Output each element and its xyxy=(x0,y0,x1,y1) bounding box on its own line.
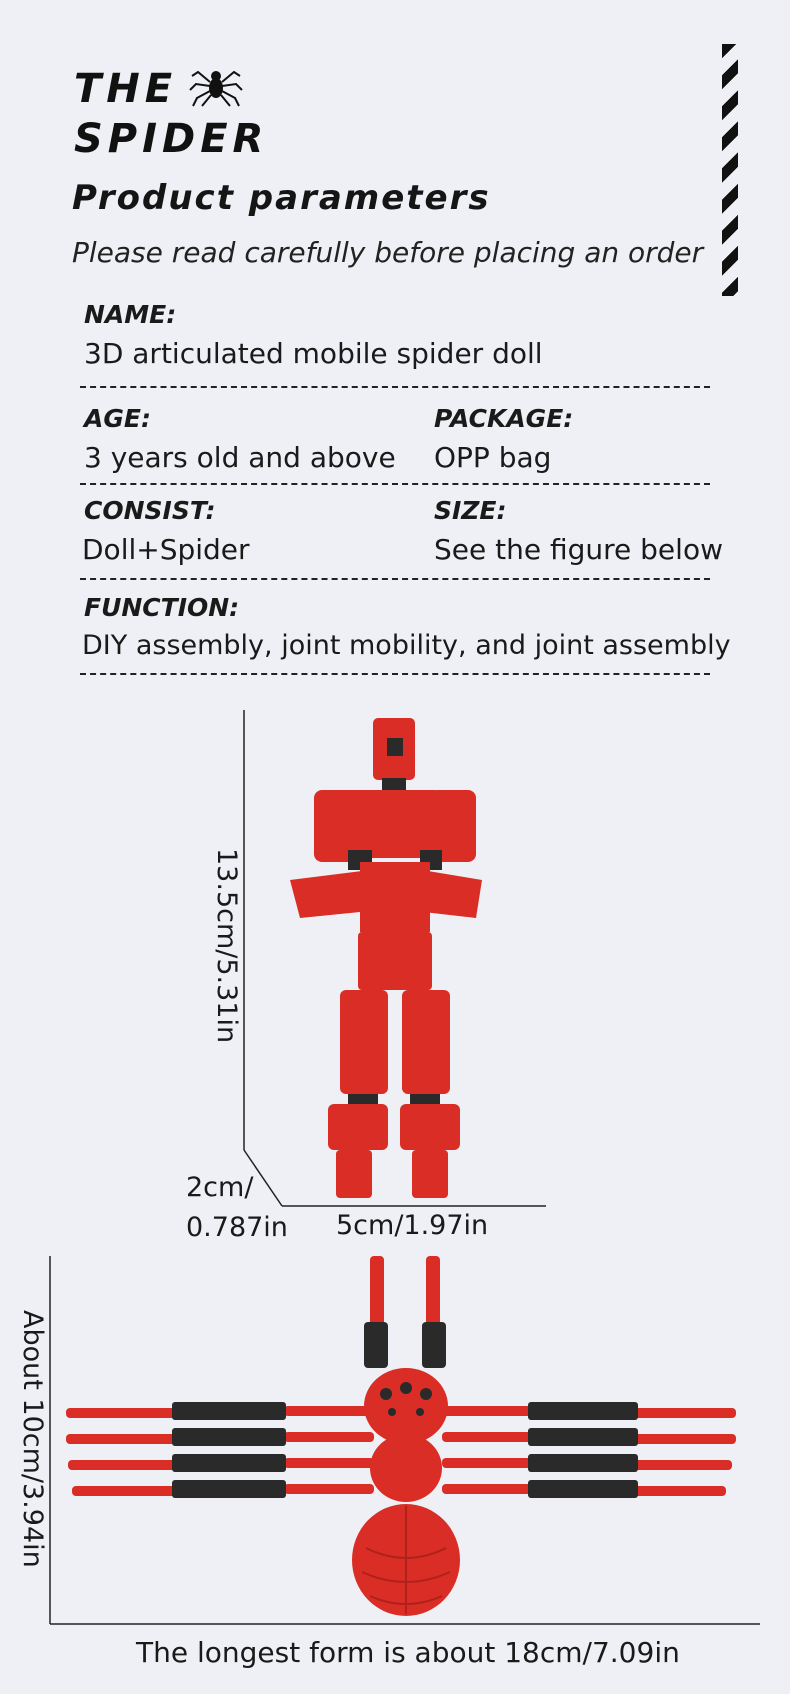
brand-line-1: THE xyxy=(74,66,178,112)
doll-icon xyxy=(290,718,482,1198)
divider xyxy=(80,673,710,675)
divider xyxy=(80,386,710,388)
divider xyxy=(80,578,710,580)
function-label: FUNCTION: xyxy=(84,593,240,622)
spider-longest-label: The longest form is about 18cm/7.09in xyxy=(136,1636,680,1669)
package-label: PACKAGE: xyxy=(434,404,574,433)
age-value: 3 years old and above xyxy=(84,441,396,474)
spider-toy-icon xyxy=(66,1256,736,1616)
spider-logo-icon xyxy=(188,58,244,110)
package-value: OPP bag xyxy=(434,441,552,474)
consist-label: CONSIST: xyxy=(84,496,216,525)
age-label: AGE: xyxy=(84,404,151,433)
function-value: DIY assembly, joint mobility, and joint assembly xyxy=(82,630,731,661)
brand-line-2: SPIDER xyxy=(74,116,269,162)
doll-height-label: 13.5cm/5.31in xyxy=(211,848,242,1044)
doll-depth-label-2: 0.787in xyxy=(186,1212,288,1243)
name-value: 3D articulated mobile spider doll xyxy=(84,337,543,370)
divider xyxy=(80,483,710,485)
spider-figure xyxy=(44,1256,764,1628)
page-subtitle: Please read carefully before placing an order xyxy=(72,236,704,269)
doll-depth-label-1: 2cm/ xyxy=(186,1172,254,1203)
name-label: NAME: xyxy=(84,300,177,329)
size-value: See the figure below xyxy=(434,533,723,566)
consist-value: Doll+Spider xyxy=(82,533,250,566)
decorative-stripe-bar xyxy=(722,44,738,296)
doll-figure xyxy=(230,710,550,1220)
size-label: SIZE: xyxy=(434,496,507,525)
page-title: Product parameters xyxy=(72,178,491,218)
doll-width-label: 5cm/1.97in xyxy=(336,1210,489,1241)
spider-height-label: About 10cm/3.94in xyxy=(17,1310,48,1568)
